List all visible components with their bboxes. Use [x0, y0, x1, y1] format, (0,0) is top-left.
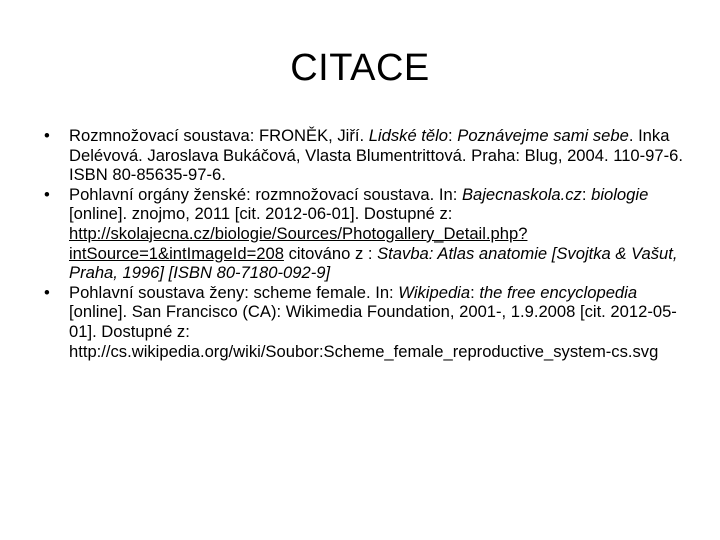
citation-source: Stavba: Atlas anatomie [Svojtka & Vašut, Praha, 1996] [ISBN 80-7180-092-9] [69, 243, 678, 283]
citation-text: : [581, 184, 592, 204]
citation-site-subtitle: the free encyclopedia [479, 282, 638, 302]
citation-item-1 [44, 126, 684, 185]
citation-text: : [470, 282, 480, 302]
citation-site-name: Bajecnaskola.cz [461, 184, 582, 204]
citation-item-3 [44, 283, 684, 361]
citation-list [44, 126, 684, 361]
citation-link[interactable]: http://skolajecna.cz/biologie/Sources/Photogallery_Detail.php?intSource=1&intImageId=208 [69, 223, 528, 263]
bullet-icon: • [44, 126, 50, 145]
citation-text: : [448, 126, 458, 145]
citation-text: Rozmnožovací soustava: FRONĚK, Jiří. [69, 126, 369, 145]
slide-title: CITACE [290, 47, 430, 89]
citation-site-name: Wikipedia [398, 282, 471, 302]
citation-item-2 [44, 185, 684, 283]
citation-text: citováno z : [283, 243, 378, 263]
citation-text: . Inka Delévová. Jaroslava Bukáčová, Vlasta Blumentrittová. Praha: Blug, 2004. 110-97-6. ISBN 80-85635-97-6. [69, 126, 684, 185]
citation-list-container [44, 126, 684, 361]
citation-text: Pohlavní soustava ženy: scheme female. In: [69, 282, 399, 302]
citation-text: [online]. znojmo, 2011 [cit. 2012-06-01]. Dostupné z: [69, 204, 453, 224]
bullet-icon: • [44, 282, 50, 302]
citation-text: [online]. San Francisco (CA): Wikimedia Foundation, 2001-, 1.9.2008 [cit. 2012-05-01]. Dostupné z: http://cs.wikipedia.org/wiki/Soubor:Scheme_female_reproductive_system-cs.svg [69, 302, 677, 361]
citation-book-subtitle: Poznávejme sami sebe [457, 126, 629, 145]
citation-text: Pohlavní orgány ženské: rozmnožovací soustava. In: [69, 184, 462, 204]
citation-section: biologie [591, 184, 649, 204]
citation-book-title: Lidské tělo [368, 126, 449, 145]
bullet-icon: • [44, 184, 50, 204]
